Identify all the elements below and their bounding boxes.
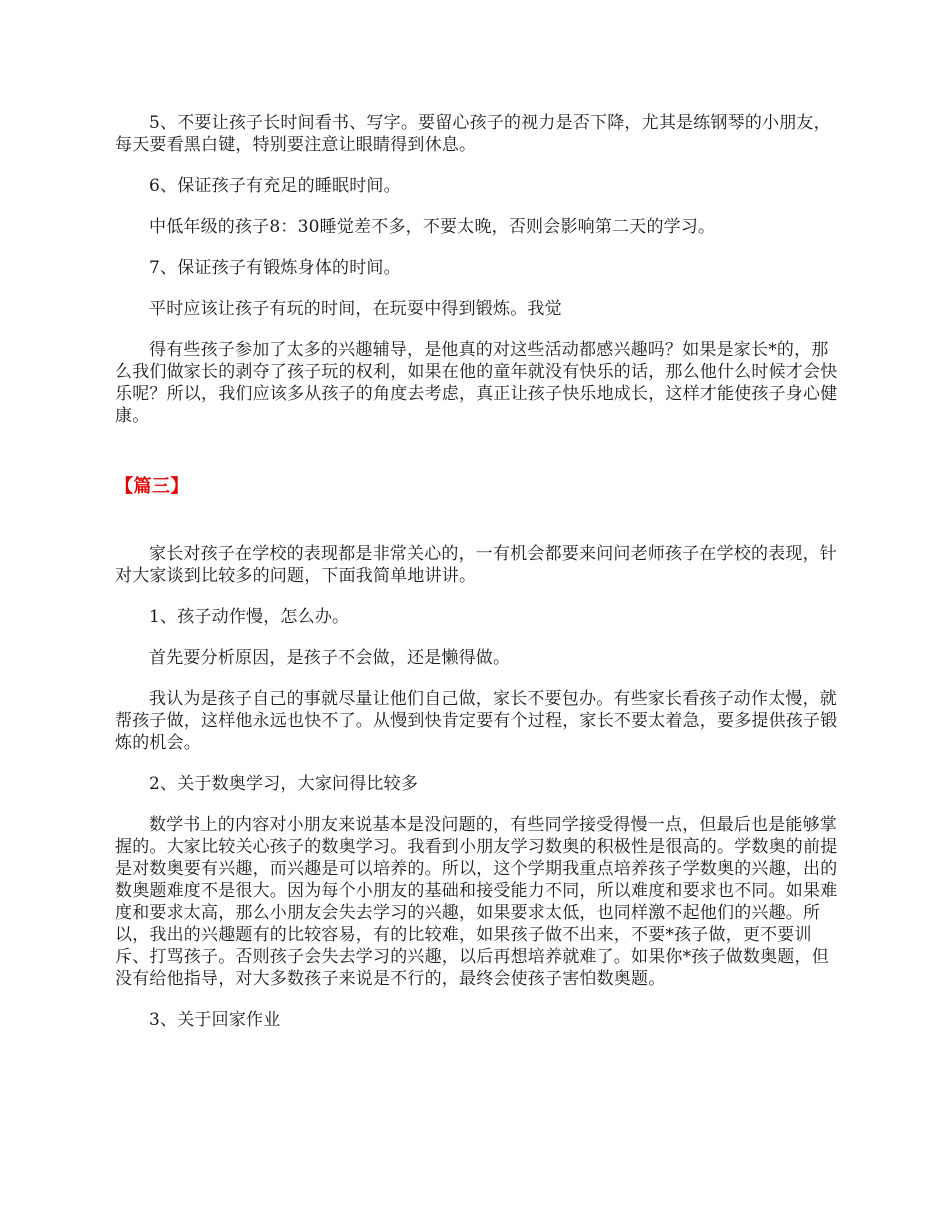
paragraph-homework-heading: 3、关于回家作业 (149, 1010, 281, 1030)
paragraph-sleep-time: 中低年级的孩子8：30睡觉差不多，不要太晚，否则会影响第二天的学习。 (149, 217, 716, 237)
paragraph-analyze-cause: 首先要分析原因，是孩子不会做，还是懒得做。 (149, 648, 511, 668)
paragraph-intro: 家长对孩子在学校的表现都是非常关心的，一有机会都要来问问老师孩子在学校的表现，针对大家谈到比较多的问题，下面我简单地讲讲。 (115, 544, 837, 586)
paragraph-math-olympiad: 数学书上的内容对小朋友来说基本是没问题的，有些同学接受得慢一点，但最后也是能够掌握的。大家比较关心孩子的数奥学习。我看到小朋友学习数奥的积极性是很高的。学数奥的前提是对数奥要有兴趣，而兴趣是可以培养的。所以，这个学期我重点培养孩子学数奥的兴趣，出的数奥题难度不是很大。因为每个小朋友的基础和接受能力不同，所以难度和要求也不同。如果难度和要求太高，那么小朋友会失去学习的兴趣，如果要求太低，也同样激不起他们的兴趣。所以，我出的兴趣题有的比较容易，有的比较难，如果孩子做不出来，不要*孩子做，更不要训斥、打骂孩子。否则孩子会失去学习的兴趣，以后再想培养就难了。如果你*孩子做数奥题，但没有给他指导，对大多数孩子来说是不行的，最终会使孩子害怕数奥题。 (115, 815, 838, 989)
paragraph-play-time: 平时应该让孩子有玩的时间，在玩耍中得到锻炼。我觉 (149, 299, 562, 319)
paragraph-eyesight: 5、不要让孩子长时间看书、写字。要留心孩子的视力是否下降，尤其是练钢琴的小朋友，每天要看黑白键，特别要注意让眼睛得到休息。 (115, 113, 831, 155)
paragraph-exercise-heading: 7、保证孩子有锻炼身体的时间。 (149, 258, 401, 278)
paragraph-slow-heading: 1、孩子动作慢，怎么办。 (149, 607, 350, 627)
paragraph-self-reliance: 我认为是孩子自己的事就尽量让他们自己做，家长不要包办。有些家长看孩子动作太慢，就帮孩子做，这样他永远也快不了。从慢到快肯定要有个过程，家长不要太着急，要多提供孩子锻炼的机会。 (115, 689, 838, 753)
paragraph-math-heading: 2、关于数奥学习，大家问得比较多 (149, 774, 419, 794)
document-page (115, 112, 840, 1031)
paragraph-sleep-heading: 6、保证孩子有充足的睡眠时间。 (149, 176, 401, 196)
paragraph-interest-classes: 得有些孩子参加了太多的兴趣辅导，是他真的对这些活动都感兴趣吗？如果是家长*的，那么我们做家长的剥夺了孩子玩的权利，如果在他的童年就没有快乐的话，那么他什么时候才会快乐呢？所以，我们应该多从孩子的角度去考虑，真正让孩子快乐地成长，这样才能使孩子身心健康。 (115, 340, 838, 426)
section-title: 【篇三】 (115, 476, 189, 497)
